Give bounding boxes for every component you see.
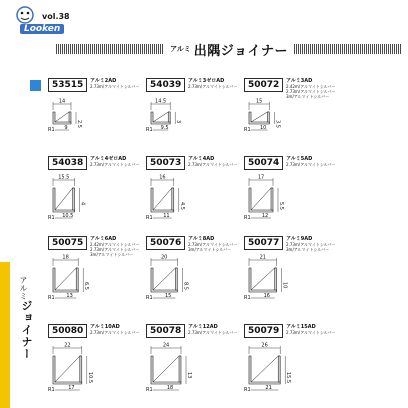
dimension-height-label: 2.5 (76, 120, 82, 128)
dimension-width-label: 24 (162, 342, 170, 349)
mascot-logo-icon (14, 4, 36, 26)
dimension-width-label: 18 (62, 254, 69, 261)
profile-flange (251, 112, 269, 122)
dimension-depth-label: 17 (68, 385, 75, 391)
profile-wing (69, 112, 71, 122)
brand-name: Looken (20, 24, 64, 34)
product-description: 2.73m/アルマイトシルバー (188, 330, 238, 335)
dimension-width-label: 22 (64, 342, 71, 349)
product-code: 50079 (244, 324, 283, 338)
dimension-height-label: 10.5 (86, 372, 93, 384)
product-code: 50074 (244, 156, 283, 170)
sidebar-accent (0, 262, 10, 408)
product-cell (244, 156, 344, 231)
dimension-height-label: 3.5 (274, 120, 281, 128)
dimension-height-label: 4 (79, 202, 86, 206)
product-name: アルミ6AD (90, 236, 117, 242)
radius-label: R1 (146, 295, 153, 301)
product-description: 2.73m/アルマイトシルバー (286, 162, 336, 167)
product-cell (244, 324, 344, 399)
profile-flange (153, 268, 177, 290)
product-description: 2.73m/アルマイトシルバー 3m/アルマイトシルバー (286, 242, 336, 252)
profile-drawing (244, 252, 344, 310)
dimension-width-label: 14.5 (155, 98, 167, 105)
product-name: アルミ5AD (286, 156, 313, 162)
brand-logo (14, 4, 74, 38)
product-name: アルミ4ゼロAD (90, 156, 127, 162)
dimension-depth-label: 12 (261, 213, 269, 219)
product-code: 50073 (146, 156, 185, 170)
dimension-height-label: 5.5 (278, 202, 284, 210)
dimension-depth-label: 18 (166, 385, 174, 391)
dimension-height-label: 13 (186, 372, 192, 379)
profile-flange (153, 188, 174, 210)
profile-flange (55, 268, 78, 290)
product-name: アルミ4AD (188, 156, 215, 162)
profile-drawing (48, 172, 148, 230)
dimension-depth-label: 9.5 (160, 125, 169, 131)
product-code: 50078 (146, 324, 185, 338)
product-cell (146, 236, 246, 311)
profile-drawing (146, 172, 246, 230)
profile-drawing (146, 94, 246, 152)
profile-flange (251, 188, 273, 210)
product-code: 50080 (48, 324, 87, 338)
dimension-width-label: 15.5 (58, 174, 70, 181)
profile-shape (249, 356, 280, 384)
product-cell (146, 78, 246, 153)
dimension-depth-label: 9 (64, 125, 68, 131)
profile-flange (251, 356, 280, 382)
dimension-height-label: 3 (175, 120, 182, 124)
sidebar-title: ジョイナー (20, 300, 33, 360)
dimension-width-label: 14 (58, 98, 66, 105)
page-title-main: 出隅ジョイナー (193, 43, 288, 59)
product-name: アルミ3AD (286, 78, 313, 84)
page-title-prefix: アルミ (170, 45, 191, 53)
profile-wing (80, 356, 82, 382)
profile-shape (53, 112, 71, 124)
blue-square-icon (30, 80, 41, 91)
radius-label: R1 (48, 127, 55, 133)
product-cell (146, 324, 246, 399)
radius-label: R1 (48, 215, 55, 221)
profile-wing (172, 188, 174, 210)
product-description: 2.73m/アルマイトシルバー (90, 162, 140, 167)
dimension-width-label: 26 (261, 342, 268, 349)
dimension-height-label: 10 (281, 282, 288, 289)
profile-drawing (146, 252, 246, 310)
profile-flange (55, 112, 71, 122)
product-name: アルミ2AD (90, 78, 117, 84)
profile-drawing (244, 172, 344, 230)
product-description: 2.73m/アルマイトシルバー (188, 162, 238, 167)
volume-label: vol.38 (42, 12, 70, 21)
product-cell (244, 78, 344, 153)
profile-shape (249, 112, 269, 124)
profile-flange (55, 188, 75, 210)
product-code: 50075 (48, 236, 87, 250)
profile-wing (179, 356, 181, 382)
profile-drawing (244, 340, 344, 398)
profile-drawing (48, 94, 148, 152)
dimension-height-label: 6.5 (83, 282, 90, 290)
product-description: 2.73m/アルマイトシルバー (188, 84, 238, 89)
product-name: アルミ12AD (188, 324, 218, 330)
product-name: アルミ3ゼロAD (188, 78, 225, 84)
product-description: 2.42m/アルマイトシルバー 2.73m/アルマイトシルバー 3m/アルマイトシルバー (90, 242, 140, 257)
product-code: 54039 (146, 78, 185, 92)
profile-wing (271, 188, 273, 210)
product-name: アルミ10AD (90, 324, 120, 330)
profile-flange (55, 356, 82, 382)
dimension-depth-label: 16 (263, 293, 270, 299)
dimension-width-label: 17 (257, 174, 265, 181)
dimension-width-label: 21 (259, 254, 266, 261)
dimension-depth-label: 21 (265, 385, 272, 391)
product-name: アルミ9AD (286, 236, 313, 242)
product-name: アルミ8AD (188, 236, 215, 242)
dimension-depth-label: 10.5 (62, 213, 74, 219)
profile-wing (73, 188, 75, 210)
dimension-height-label: 15.5 (285, 372, 292, 384)
product-description: 2.73m/アルマイトシルバー (90, 84, 140, 89)
profile-drawing (48, 252, 148, 310)
sidebar-prefix: アルミ (19, 276, 28, 300)
radius-label: R1 (48, 387, 55, 393)
dimension-depth-label: 13 (66, 293, 73, 299)
profile-drawing (48, 340, 148, 398)
profile-flange (251, 268, 277, 290)
dimension-depth-label: 15 (165, 293, 172, 299)
radius-label: R1 (244, 215, 251, 221)
dimension-depth-label: 10 (260, 125, 267, 131)
product-cell (146, 156, 246, 231)
product-cell (48, 324, 148, 399)
radius-label: R1 (244, 387, 251, 393)
profile-wing (278, 356, 280, 382)
dimension-width-label: 15 (256, 98, 263, 105)
product-description: 2.73m/アルマイトシルバー (286, 330, 336, 335)
dimension-height-label: 4.5 (178, 202, 185, 210)
profile-flange (153, 356, 181, 382)
product-code: 53515 (48, 78, 87, 92)
product-cell (48, 156, 148, 231)
profile-shape (249, 268, 277, 292)
product-description: 2.42m/アルマイトシルバー 2.73m/アルマイトシルバー 3m/アルマイトシルバー (286, 84, 336, 99)
radius-label: R1 (244, 127, 251, 133)
radius-label: R1 (244, 295, 251, 301)
dimension-width-label: 20 (161, 254, 168, 261)
radius-label: R1 (146, 215, 153, 221)
product-cell (48, 78, 148, 153)
product-code: 54038 (48, 156, 87, 170)
profile-wing (275, 268, 277, 290)
profile-drawing (146, 340, 246, 398)
dimension-height-label: 8.5 (182, 282, 189, 290)
product-cell (244, 236, 344, 311)
dimension-depth-label: 11 (163, 213, 170, 219)
dimension-width-label: 16 (159, 174, 166, 181)
product-name: アルミ15AD (286, 324, 316, 330)
product-description: 2.73m/アルマイトシルバー (90, 330, 140, 335)
profile-flange (153, 112, 170, 122)
radius-label: R1 (146, 127, 153, 133)
profile-wing (175, 268, 177, 290)
profile-drawing (244, 94, 344, 152)
profile-wing (76, 268, 78, 290)
product-code: 50072 (244, 78, 283, 92)
product-description: 2.73m/アルマイトシルバー 3m/アルマイトシルバー (188, 242, 238, 252)
radius-label: R1 (48, 295, 55, 301)
profile-wing (267, 112, 269, 122)
product-code: 50077 (244, 236, 283, 250)
profile-wing (168, 112, 170, 122)
page-title (164, 38, 294, 60)
radius-label: R1 (146, 387, 153, 393)
profile-shape (151, 112, 170, 124)
product-cell (48, 236, 148, 311)
product-code: 50076 (146, 236, 185, 250)
